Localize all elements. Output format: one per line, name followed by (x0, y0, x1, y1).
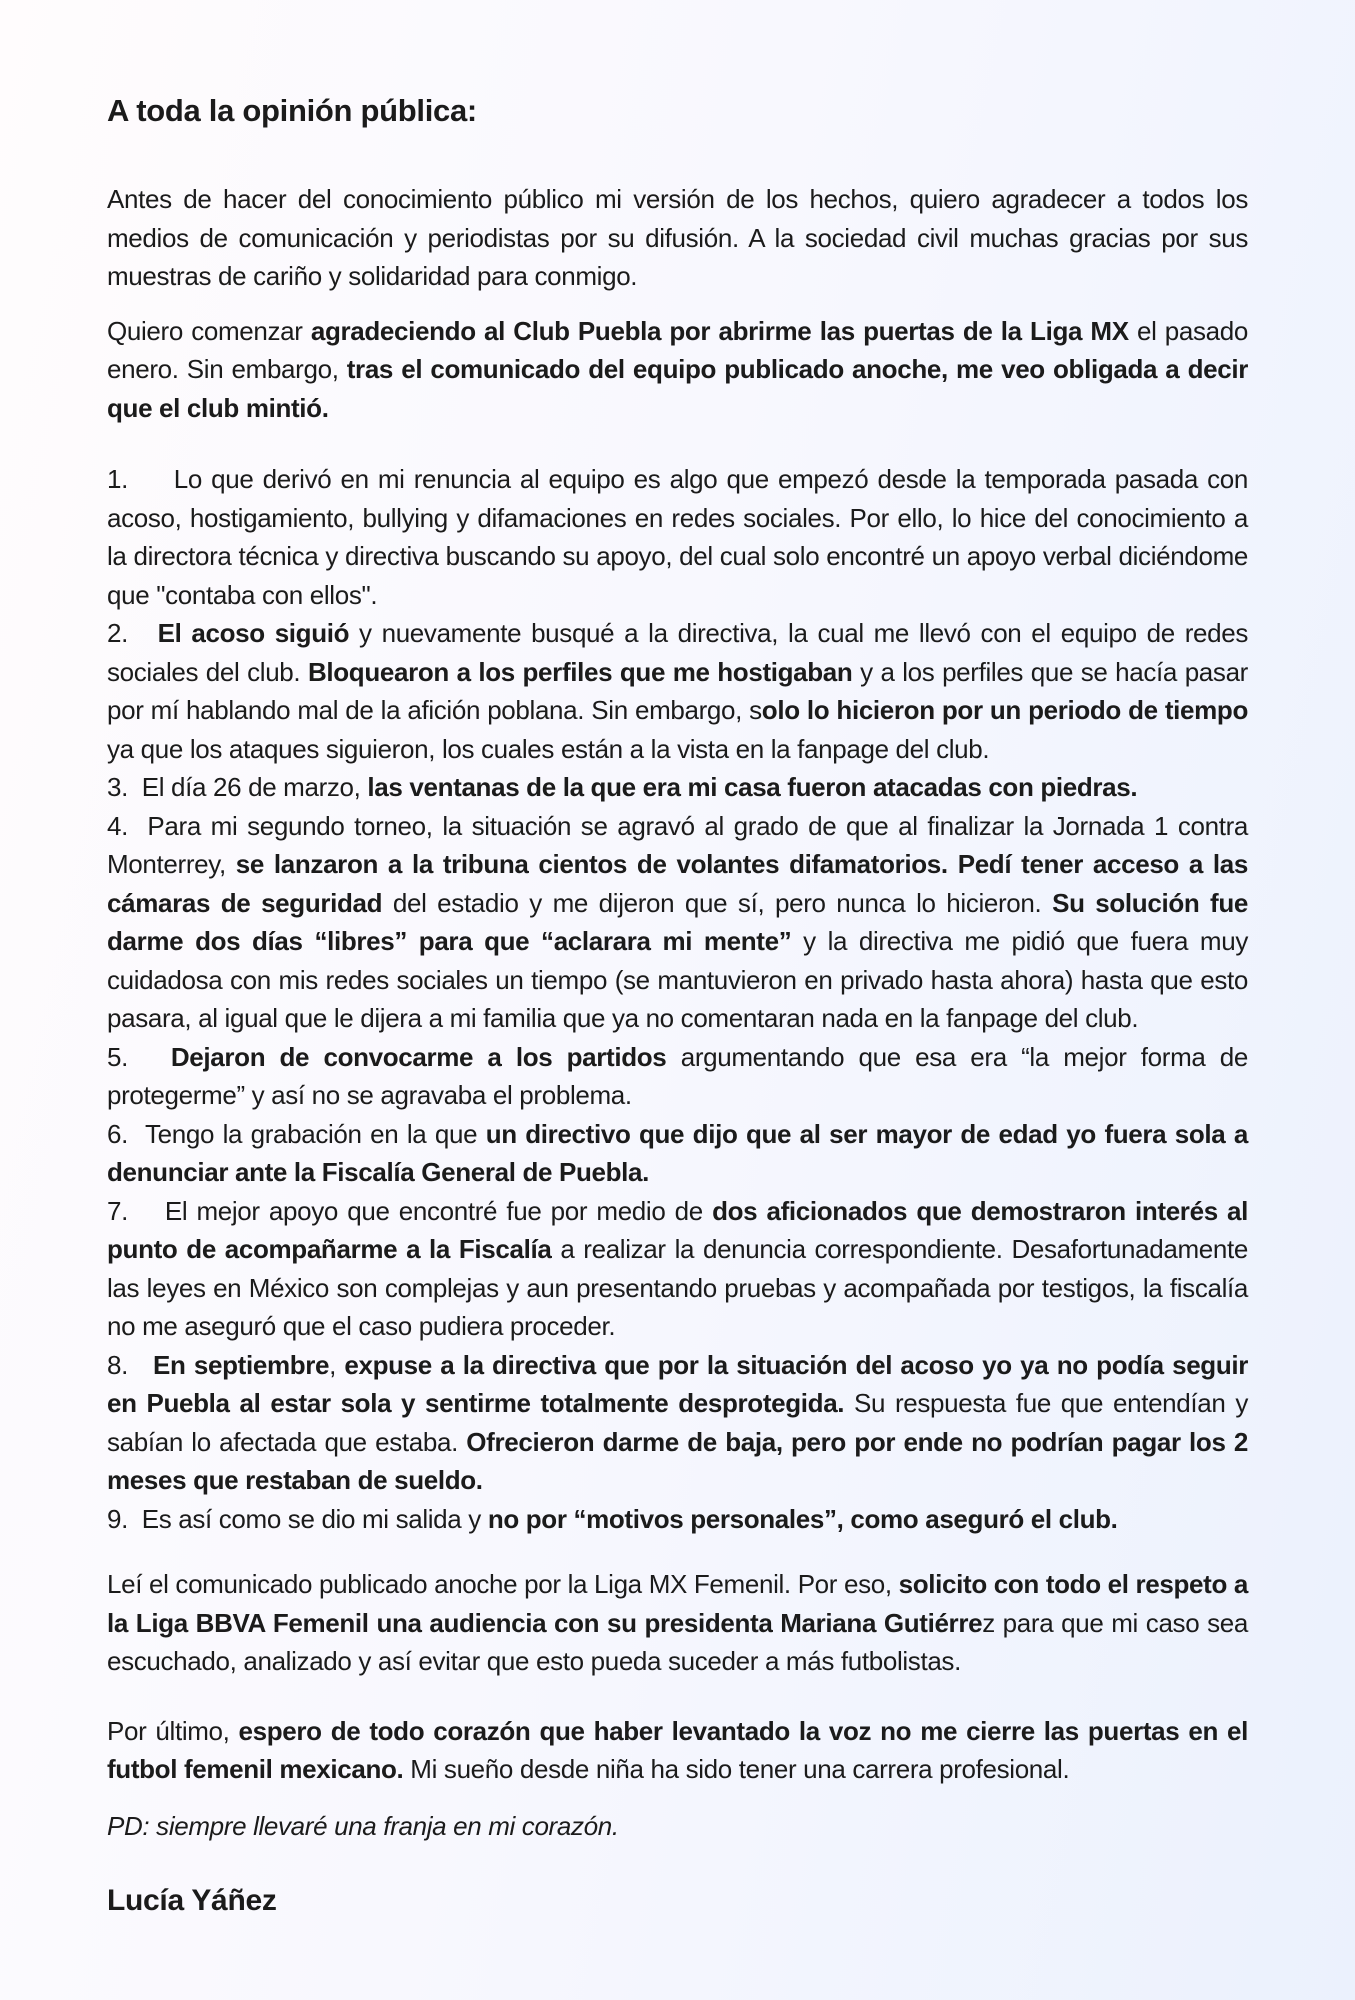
list-item-8: 8. En septiembre, expuse a la directiva que por la situación del acoso yo ya no podía seguir en Puebla al estar sola y sentirme totalmente desprotegida. Su respuesta fue que entendían y sabían lo afectada que estaba. Ofrecieron darme de baja, pero por ende no podrían pagar los 2 meses que restaban de sueldo. (107, 1349, 1249, 1495)
paragraph-intro: Antes de hacer del conocimiento público mi versión de los hechos, quiero agradecer a todos los medios de comunicación y periodistas por su difusión. A la sociedad civil muchas gracias por sus muestras de cariño y solidaridad para conmigo. (107, 184, 1248, 291)
list-item-3: 3. El día 26 de marzo, las ventanas de la que era mi casa fueron atacadas con piedras. (107, 772, 1138, 802)
list-item-6: 6. Tengo la grabación en la que un directivo que dijo que al ser mayor de edad yo fuera sola a denunciar ante la Fiscalía General de Puebla. (107, 1118, 1249, 1187)
letter-title: A toda la opinión pública: (107, 93, 477, 128)
paragraph-closing: Por último, espero de todo corazón que haber levantado la voz no me cierre las puertas en el futbol femenil mexicano. Mi sueño desde niña ha sido tener una carrera profesional. (107, 1715, 1248, 1784)
list-item-2: 2. El acoso siguió y nuevamente busqué a la directiva, la cual me llevó con el equipo de redes sociales del club. Bloquearon a los perfiles que me hostigaban y a los perfiles que se hacía pasar por mí hablando mal de la afición poblana. Sin embargo, solo lo hicieron por un periodo de tiempo ya que los ataques siguieron, los cuales están a la vista en la fanpage del club. (107, 618, 1248, 764)
list-item-4: 4. Para mi segundo torneo, la situación se agravó al grado de que al finalizar la Jornada 1 contra Monterrey, se lanzaron a la tribuna cientos de volantes difamatorios. Pedí tener acceso a las cámaras de seguridad del estadio y me dijeron que sí, pero nunca lo hicieron. Su solución fue darme dos días “libres” para que “aclarara mi mente” y la directiva me pidió que fuera muy cuidadosa con mis redes sociales un tiempo (se mantuvieron en privado hasta ahora) hasta que esto pasara, al igual que le dijera a mi familia que ya no comentaran nada en la fanpage del club. (107, 810, 1249, 1033)
postscript: PD: siempre llevaré una franja en mi corazón. (107, 1810, 619, 1841)
signature-name: Lucía Yáñez (107, 1884, 277, 1917)
numbered-list (107, 460, 1248, 1538)
paragraph-gratitude-club: Quiero comenzar agradeciendo al Club Puebla por abrirme las puertas de la Liga MX el pasado enero. Sin embargo, tras el comunicado del equipo publicado anoche, me veo obligada a decir que el club mintió. (107, 315, 1248, 423)
paragraph-liga-request: Leí el comunicado publicado anoche por la Liga MX Femenil. Por eso, solicito con todo el respeto a la Liga BBVA Femenil una audiencia con su presidenta Mariana Gutiérrez para que mi caso sea escuchado, analizado y así evitar que esto pueda suceder a más futbolistas. (107, 1569, 1248, 1676)
list-item-9: 9. Es así como se dio mi salida y no por “motivos personales”, como aseguró el club. (107, 1503, 1118, 1534)
list-item-5: 5. Dejaron de convocarme a los partidos argumentando que esa era “la mejor forma de protegerme” y así no se agravaba el problema. (107, 1041, 1249, 1110)
list-item-1: 1. Lo que derivó en mi renuncia al equipo es algo que empezó desde la temporada pasada con acoso, hostigamiento, bullying y difamaciones en redes sociales. Por ello, lo hice del conocimiento a la directora técnica y directiva buscando su apoyo, del cual solo encontré un apoyo verbal diciéndome que "contaba con ellos". (107, 464, 1248, 610)
list-item-7: 7. El mejor apoyo que encontré fue por medio de dos aficionados que demostraron interés al punto de acompañarme a la Fiscalía a realizar la denuncia correspondiente. Desafortunadamente las leyes en México son complejas y aun presentando pruebas y acompañada por testigos, la fiscalía no me aseguró que el caso pudiera proceder. (107, 1195, 1248, 1341)
